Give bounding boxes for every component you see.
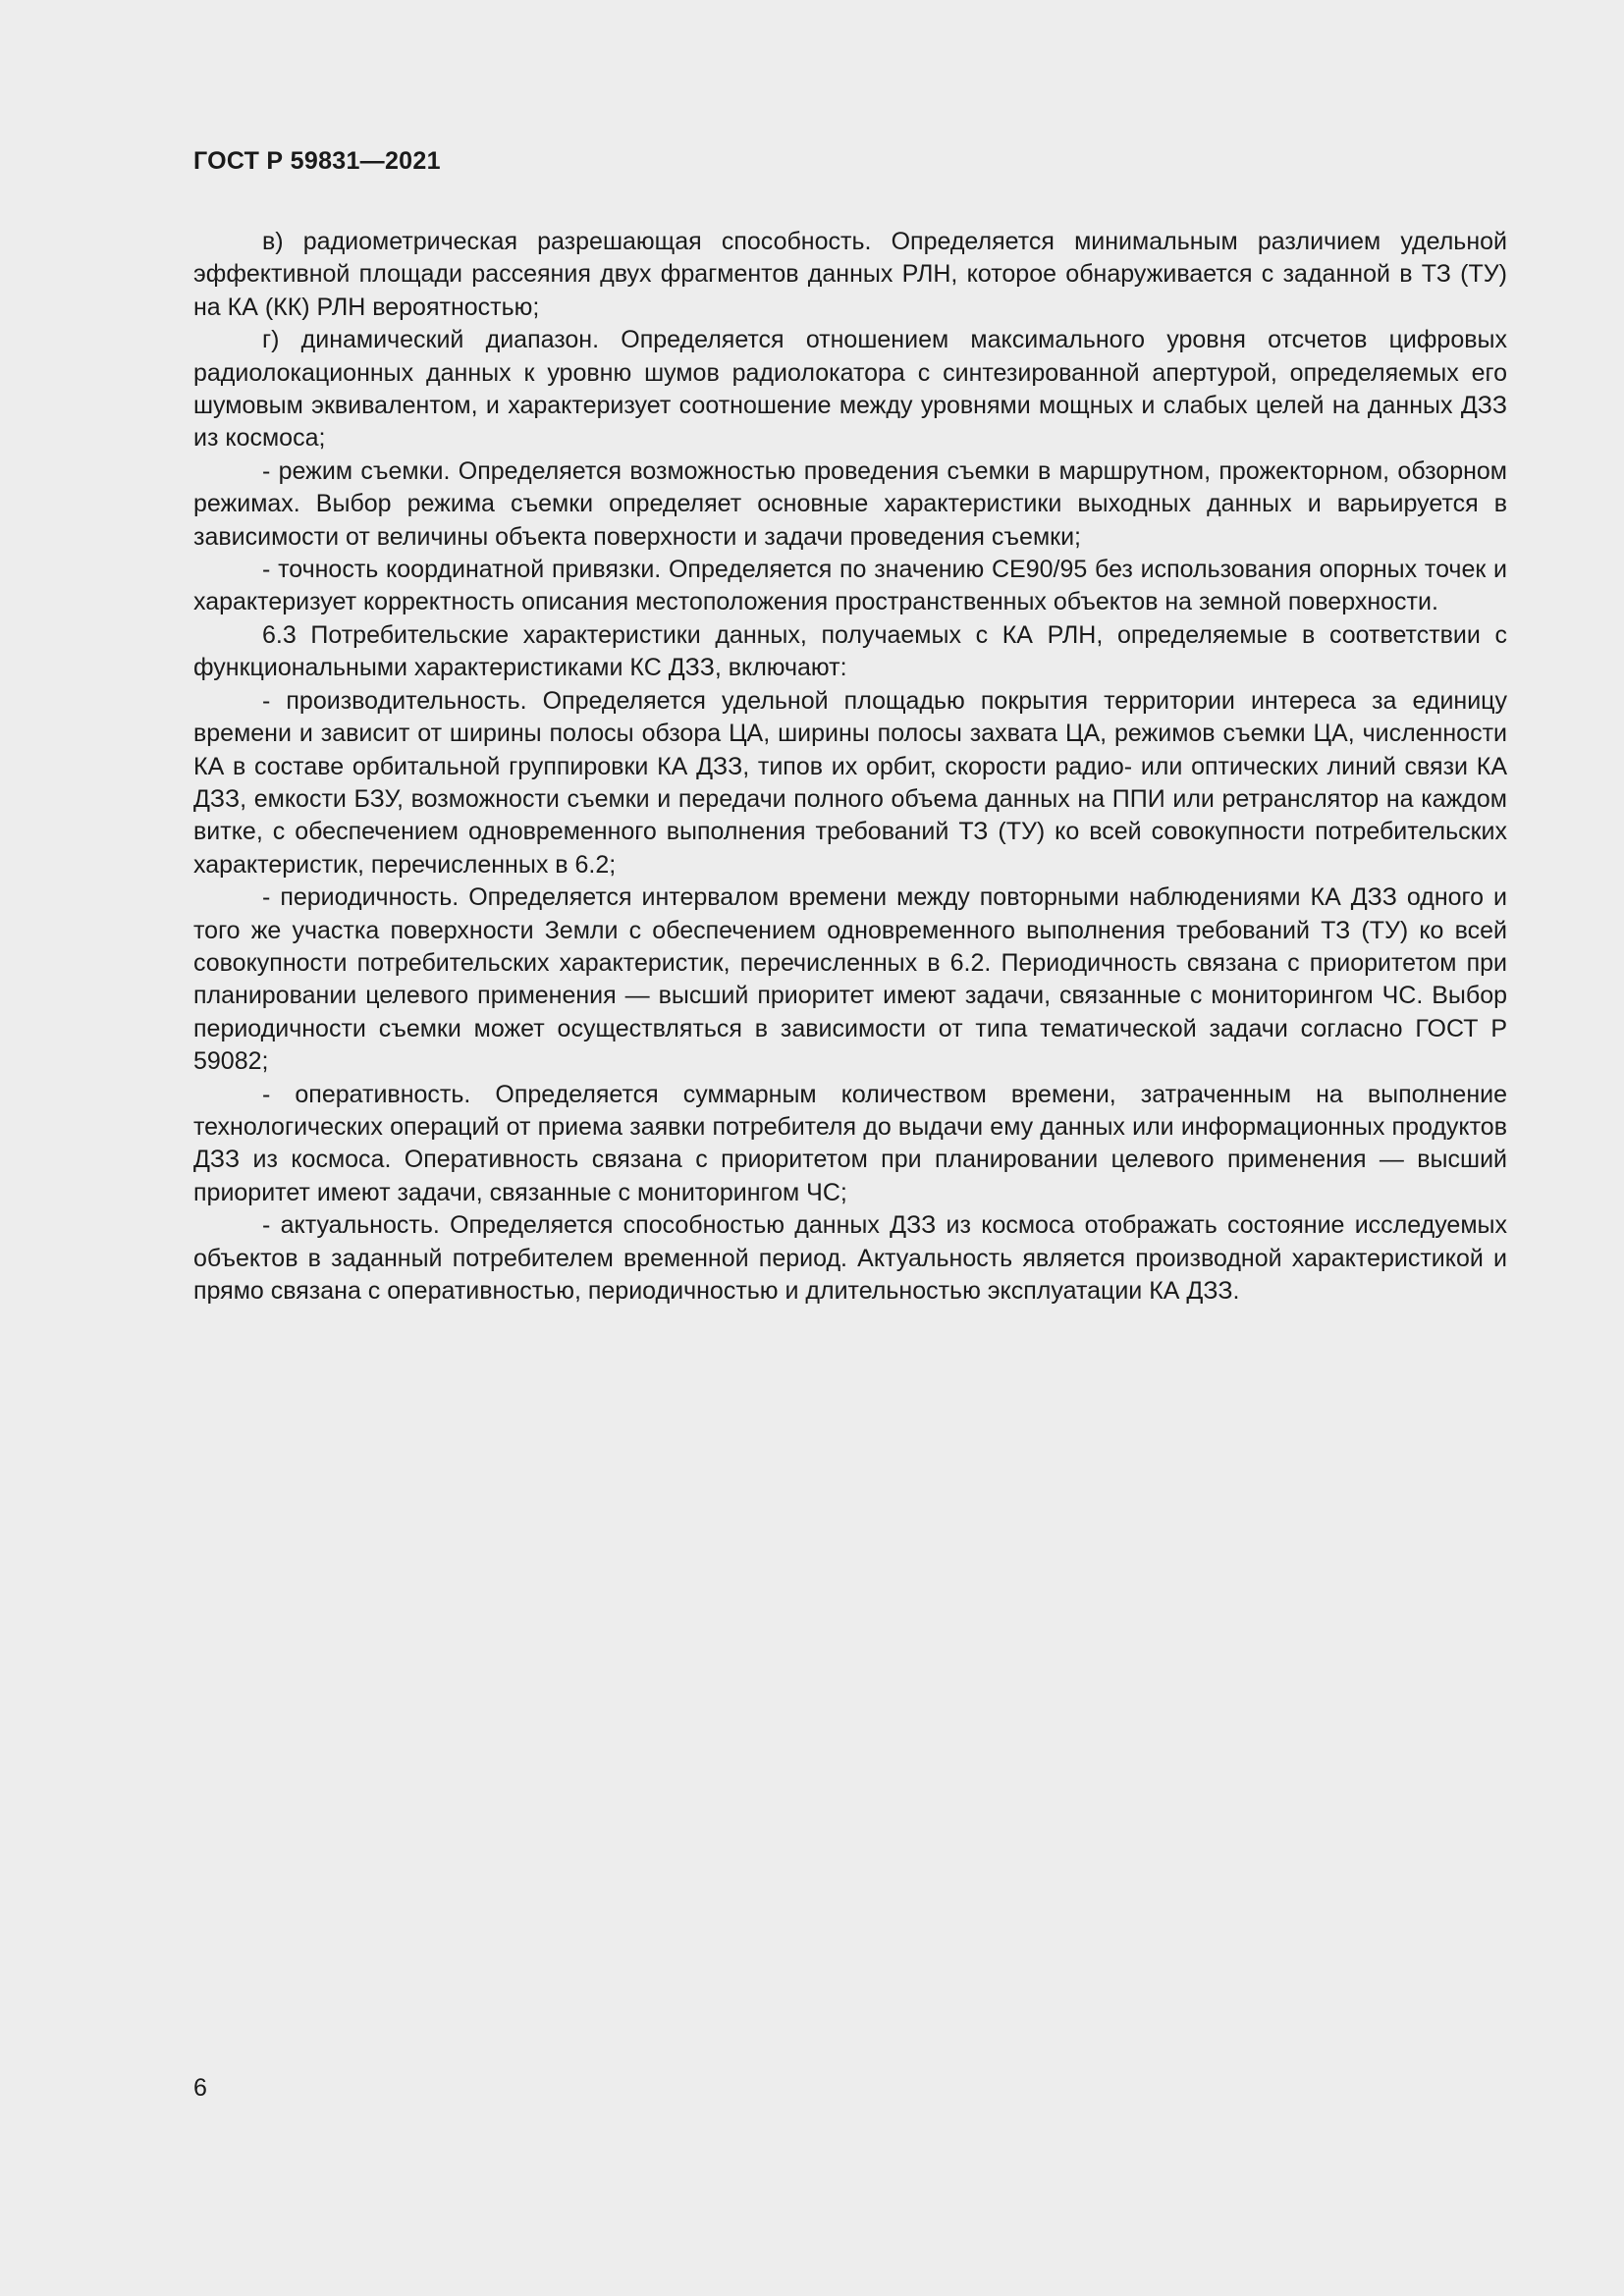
paragraph-dynamic-range: г) динамический диапазон. Определяется отношением максимального уровня отсчетов цифровых радиолокационных данных к уровню шумов радиолокатора с синтезированной апертурой, определяемых его шумовым эквивалентом, и характеризует соотношение между уровнями мощных и слабых целей на данных ДЗЗ из космоса; [193,326,1507,453]
paragraph-efficiency: - оперативность. Определяется суммарным количеством времени, затраченным на выполнение технологических операций от приема заявки потребителя до выдачи ему данных или информационных продуктов ДЗЗ из космоса. Оперативность связана с приоритетом при планировании целевого применения — высший приоритет имеют задачи, связанные с мониторингом ЧС; [193,1080,1507,1206]
document-body [193,226,1507,1308]
document-header-standard-id: ГОСТ Р 59831—2021 [193,147,441,175]
paragraph-relevance: - актуальность. Определяется способностью данных ДЗЗ из космоса отображать состояние исследуемых объектов в заданный потребителем временной период. Актуальность является производной характеристикой и прямо связана с оперативностью, периодичностью и длительностью эксплуатации КА ДЗЗ. [193,1211,1507,1305]
paragraph-consumer-characteristics: 6.3 Потребительские характеристики данных, получаемых с КА РЛН, определяемые в соответствии с функциональными характеристиками КС ДЗЗ, включают: [193,620,1507,682]
paragraph-coordinate-accuracy: - точность координатной привязки. Определяется по значению CE90/95 без использования опорных точек и характеризует корректность описания местоположения пространственных объектов на земной поверхности. [193,556,1507,616]
paragraph-productivity: - производительность. Определяется удельной площадью покрытия территории интереса за единицу времени и зависит от ширины полосы обзора ЦА, ширины полосы захвата ЦА, режимов съемки ЦА, численности КА в составе орбитальной группировки КА ДЗЗ, типов их орбит, скорости радио- или оптических линий связи КА ДЗЗ, емкости БЗУ, возможности съемки и передачи полного объема данных на ППИ или ретранслятор на каждом витке, с обеспечением одновременного выполнения требований ТЗ (ТУ) ко всей совокупности потребительских характеристик, перечисленных в 6.2; [193,686,1507,879]
paragraph-survey-mode: - режим съемки. Определяется возможностью проведения съемки в маршрутном, прожекторном, обзорном режимах. Выбор режима съемки определяет основные характеристики выходных данных и варьируется в зависимости от величины объекта поверхности и задачи проведения съемки; [193,456,1507,551]
page-number: 6 [193,2074,207,2102]
paragraph-periodicity: - периодичность. Определяется интервалом времени между повторными наблюдениями КА ДЗЗ одного и того же участка поверхности Земли с обеспечением одновременного выполнения требований ТЗ (ТУ) ко всей совокупности потребительских характеристик, перечисленных в 6.2. Периодичность связана с приоритетом при планировании целевого применения — высший приоритет имеют задачи, связанные с мониторингом ЧС. Выбор периодичности съемки может осуществляться в зависимости от типа тематической задачи согласно ГОСТ Р 59082; [193,883,1507,1076]
paragraph-radiometric-resolution: в) радиометрическая разрешающая способность. Определяется минимальным различием удельной эффективной площади рассеяния двух фрагментов данных РЛН, которое обнаруживается с заданной в ТЗ (ТУ) на КА (КК) РЛН вероятностью; [193,228,1507,321]
